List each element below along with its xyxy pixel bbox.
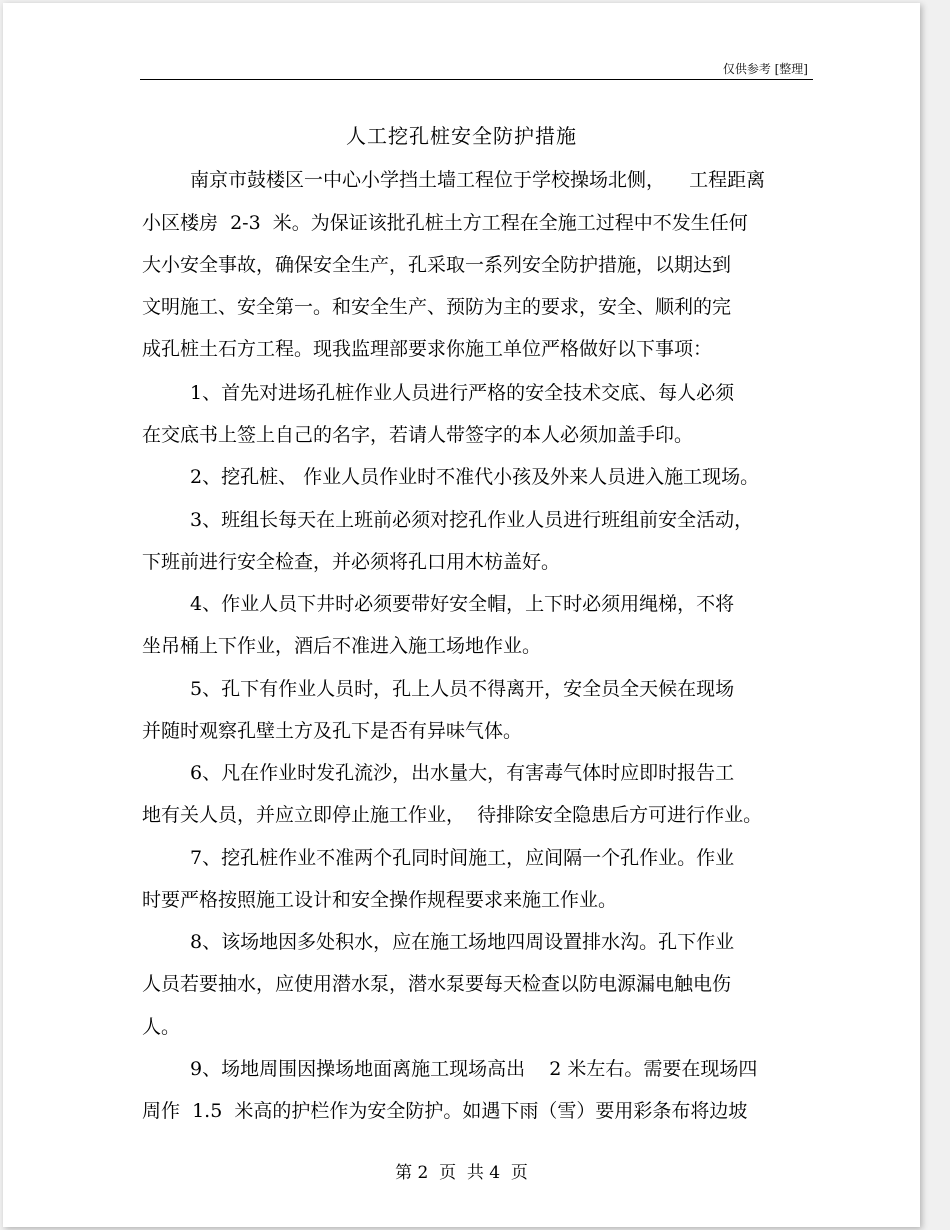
document-title: 人工挖孔桩安全防护措施 [346,124,577,148]
list-item-7-line: 时要严格按照施工设计和安全操作规程要求来施工作业。 [142,889,618,911]
list-item-4-line: 4、作业人员下井时必须要带好安全帽，上下时必须用绳梯，不将 [190,593,735,615]
list-item-9-line: 周作 1.5 米高的护栏作为安全防护。如遇下雨（雪）要用彩条布将边坡 [142,1100,748,1122]
document-page [3,3,920,1227]
list-item-1-line: 在交底书上签上自己的名字，若请人带签字的本人必须加盖手印。 [142,424,694,446]
body-line: 小区楼房 2-3 米。为保证该批孔桩土方工程在全施工过程中不发生任何 [142,212,748,234]
list-item-2-line: 2、挖孔桩、 作业人员作业时不准代小孩及外来人员进入施工现场。 [190,466,760,488]
list-item-8-line: 人。 [142,1016,181,1038]
body-line: 南京市鼓楼区一中心小学挡土墙工程位于学校操场北侧， 工程距离 [190,169,766,191]
list-item-9-line: 9、场地周围因操场地面离施工现场高出 2 米左右。需要在现场四 [190,1058,758,1080]
list-item-8-line: 8、该场地因多处积水，应在施工场地四周设置排水沟。孔下作业 [190,931,735,953]
page-footer: 第 2 页 共 4 页 [395,1163,528,1183]
list-item-3-line: 3、班组长每天在上班前必须对挖孔作业人员进行班组前安全活动， [190,509,754,531]
list-item-5-line: 5、孔下有作业人员时，孔上人员不得离开，安全员全天候在现场 [190,678,735,700]
list-item-5-line: 并随时观察孔壁土方及孔下是否有异味气体。 [142,720,523,742]
list-item-6-line: 6、凡在作业时发孔流沙，出水量大，有害毒气体时应即时报告工 [190,762,735,784]
header-rule [140,79,813,80]
list-item-6-line: 地有关人员，并应立即停止施工作业， 待排除安全隐患后方可进行作业。 [142,804,763,826]
list-item-1-line: 1、首先对进场孔桩作业人员进行严格的安全技术交底、每人必须 [190,382,735,404]
list-item-4-line: 坐吊桶上下作业，酒后不准进入施工场地作业。 [142,635,542,657]
body-line: 大小安全事故，确保安全生产，孔采取一系列安全防护措施，以期达到 [142,254,732,276]
body-line: 成孔桩土石方工程。现我监理部要求你施工单位严格做好以下事项： [142,338,713,360]
list-item-8-line: 人员若要抽水，应使用潜水泵，潜水泵要每天检查以防电源漏电触电伤 [142,973,732,995]
list-item-3-line: 下班前进行安全检查，并必须将孔口用木枋盖好。 [142,551,561,573]
page-header: 仅供参考 [整理] [722,62,808,76]
list-item-7-line: 7、挖孔桩作业不准两个孔同时间施工，应间隔一个孔作业。作业 [190,847,735,869]
body-line: 文明施工、安全第一。和安全生产、预防为主的要求，安全、顺利的完 [142,296,732,318]
